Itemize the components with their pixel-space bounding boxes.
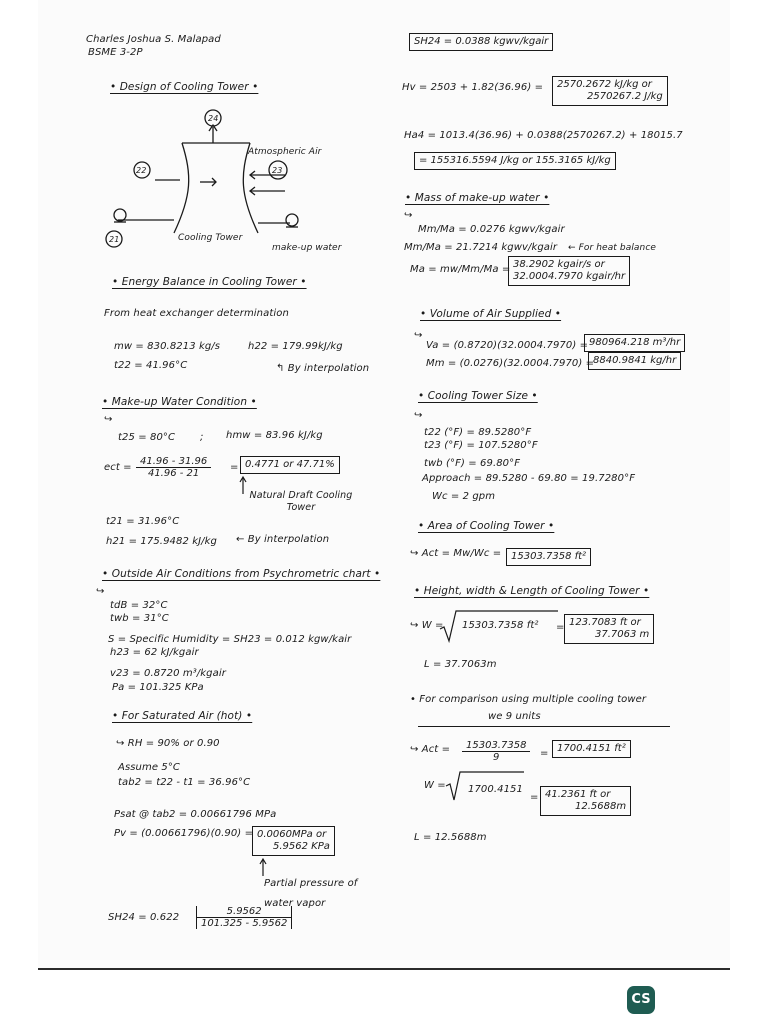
pv-equation: Pv = (0.00661796)(0.90) = (114, 828, 254, 839)
t22f-value: t22 (°F) = 89.5280°F (424, 427, 532, 438)
mm-ma-balance: Mm/Ma = 21.7214 kgwv/kgair (404, 242, 558, 253)
ect-numerator: 41.96 - 31.96 (136, 456, 211, 468)
author-section: BSME 3-2P (88, 47, 143, 58)
act-result-box: 15303.7358 ft² (506, 548, 591, 566)
act2-denominator: 9 (493, 752, 500, 763)
ma-equation: Ma = mw/Mm/Ma = (410, 264, 511, 275)
arrow-mark: ↪ (96, 586, 105, 597)
sh24-result-box: SH24 = 0.0388 kgwv/kgair (409, 33, 553, 51)
hv-result-box: 2570.2672 kJ/kg or 2570267.2 J/kg (552, 76, 668, 106)
tab2-value: tab2 = t22 - t1 = 36.96°C (118, 777, 251, 788)
act2-label: ↪ Act = (410, 744, 451, 755)
design-title: • Design of Cooling Tower • (110, 81, 259, 93)
v23-value: v23 = 0.8720 m³/kgair (110, 668, 226, 679)
w-result-box: 123.7083 ft or 37.7063 m (564, 614, 654, 644)
comparison-underline (418, 726, 670, 727)
hmw-value: hmw = 83.96 kJ/kg (226, 430, 323, 441)
sh24-numerator: 5.9562 (197, 906, 291, 918)
act2-fraction (462, 740, 530, 763)
act-equation: ↪ Act = Mw/Wc = (410, 548, 502, 559)
l2-value: L = 12.5688m (414, 832, 487, 843)
h21-value: h21 = 175.9482 kJ/kg (106, 536, 217, 547)
pa-value: Pa = 101.325 KPa (112, 682, 204, 693)
partial-pressure-note-1: Partial pressure of (264, 878, 358, 889)
semicolon: ; (200, 432, 204, 443)
arrow-mark: ↪ (414, 330, 423, 341)
l-value: L = 37.7063m (424, 659, 497, 670)
partial-pressure-note-2: water vapor (264, 898, 326, 909)
ect-fraction (136, 456, 211, 479)
natural-draft-note: Natural Draft Cooling Tower (249, 490, 353, 513)
arrow-mark: ↪ (104, 414, 113, 425)
t21-value: t21 = 31.96°C (106, 516, 180, 527)
ect-denominator: 41.96 - 21 (147, 468, 200, 479)
va-equation: Va = (0.8720)(32.0004.7970) = (426, 340, 589, 351)
w-label: ↪ W = (410, 620, 444, 631)
h23-value: h23 = 62 kJ/kgair (110, 647, 199, 658)
sh24-fraction (196, 906, 292, 929)
outside-air-title: • Outside Air Conditions from Psychrometric chart • (102, 568, 381, 580)
ha4-result-box: = 155316.5594 J/kg or 155.3165 kJ/kg (414, 152, 616, 170)
w2-result-box: 41.2361 ft or 12.5688m (540, 786, 631, 816)
ect-label: ect = (104, 462, 132, 473)
twbf-value: twb (°F) = 69.80°F (424, 458, 521, 469)
state-label-22: 22 (136, 166, 147, 175)
state-label-21: 21 (109, 235, 120, 244)
cooling-tower-size-title: • Cooling Tower Size • (418, 390, 538, 402)
h22-value: h22 = 179.99kJ/kg (248, 341, 343, 352)
arrow-mark: ↪ (404, 210, 413, 221)
author-name: Charles Joshua S. Malapad (86, 34, 221, 45)
mm-equation: Mm = (0.0276)(32.0004.7970) = (426, 358, 595, 369)
cooling-tower-label: Cooling Tower (178, 233, 243, 243)
arrow-mark: ↪ (414, 410, 423, 421)
psat-value: Psat @ tab2 = 0.00661796 MPa (114, 809, 277, 820)
makeup-condition-title: • Make-up Water Condition • (102, 396, 257, 408)
equals-sign: = (530, 792, 539, 803)
state-label-24: 24 (208, 114, 219, 123)
mm-ma-value: Mm/Ma = 0.0276 kgwv/kgair (418, 224, 565, 235)
mass-makeup-title: • Mass of make-up water • (405, 192, 550, 204)
rh-value: ↪ RH = 90% or 0.90 (116, 738, 220, 749)
interpolation-note-1: ↰ By interpolation (276, 363, 370, 374)
approach-value: Approach = 89.5280 - 69.80 = 19.7280°F (422, 473, 636, 484)
pv-result-box: 0.0060MPa or 5.9562 KPa (252, 826, 335, 856)
arrow-up-icon (258, 858, 268, 876)
area-cooling-tower-title: • Area of Cooling Tower • (418, 520, 555, 532)
height-width-length-title: • Height, width & Length of Cooling Tower • (414, 585, 650, 597)
hv-equation: Hv = 2503 + 1.82(36.96) = (402, 82, 544, 93)
t25-value: t25 = 80°C (118, 432, 176, 443)
sh24-denominator: 101.325 - 5.9562 (201, 918, 288, 929)
specific-humidity-value: S = Specific Humidity = SH23 = 0.012 kgw/kair (108, 634, 352, 645)
interpolation-note-2: ← By interpolation (236, 534, 330, 545)
w-radicand: 15303.7358 ft² (462, 620, 539, 631)
atmospheric-air-label: Atmospheric Air (248, 147, 322, 157)
w2-label: W = (424, 780, 446, 791)
energy-balance-title: • Energy Balance in Cooling Tower • (112, 276, 307, 288)
tdb-value: tdB = 32°C (110, 600, 168, 611)
comparison-line-1: • For comparison using multiple cooling tower (410, 694, 647, 705)
camscanner-logo: CS (627, 986, 655, 1014)
make-up-water-label: make-up water (272, 243, 342, 253)
w2-radicand: 1700.4151 (468, 784, 523, 795)
t22-value: t22 = 41.96°C (114, 360, 188, 371)
comparison-line-2: we 9 units (488, 711, 541, 722)
mw-value: mw = 830.8213 kg/s (114, 341, 221, 352)
twb-value: twb = 31°C (110, 613, 169, 624)
saturated-air-title: • For Saturated Air (hot) • (112, 710, 253, 722)
ect-result-box: 0.4771 or 47.71% (240, 456, 340, 474)
heat-balance-note: ← For heat balance (568, 243, 657, 253)
ha4-equation: Ha4 = 1013.4(36.96) + 0.0388(2570267.2) + 18015.7 (404, 130, 683, 141)
act2-numerator: 15303.7358 (462, 740, 530, 752)
assume-value: Assume 5°C (118, 762, 181, 773)
va-result-box: 980964.218 m³/hr (584, 334, 685, 352)
from-hex-text: From heat exchanger determination (104, 308, 289, 319)
sh24-label: SH24 = 0.622 (108, 912, 180, 923)
ma-result-box: 38.2902 kgair/s or 32.0004.7970 kgair/hr (508, 256, 630, 286)
state-label-23: 23 (272, 166, 283, 175)
equals-sign: = (556, 622, 565, 633)
equals-sign: = (230, 462, 239, 473)
wc-value: Wc = 2 gpm (432, 491, 496, 502)
t23f-value: t23 (°F) = 107.5280°F (424, 440, 538, 451)
equals-sign: = (540, 748, 549, 759)
volume-air-title: • Volume of Air Supplied • (420, 308, 562, 320)
act2-result-box: 1700.4151 ft² (552, 740, 631, 758)
mm-result-box: 8840.9841 kg/hr (588, 352, 681, 370)
